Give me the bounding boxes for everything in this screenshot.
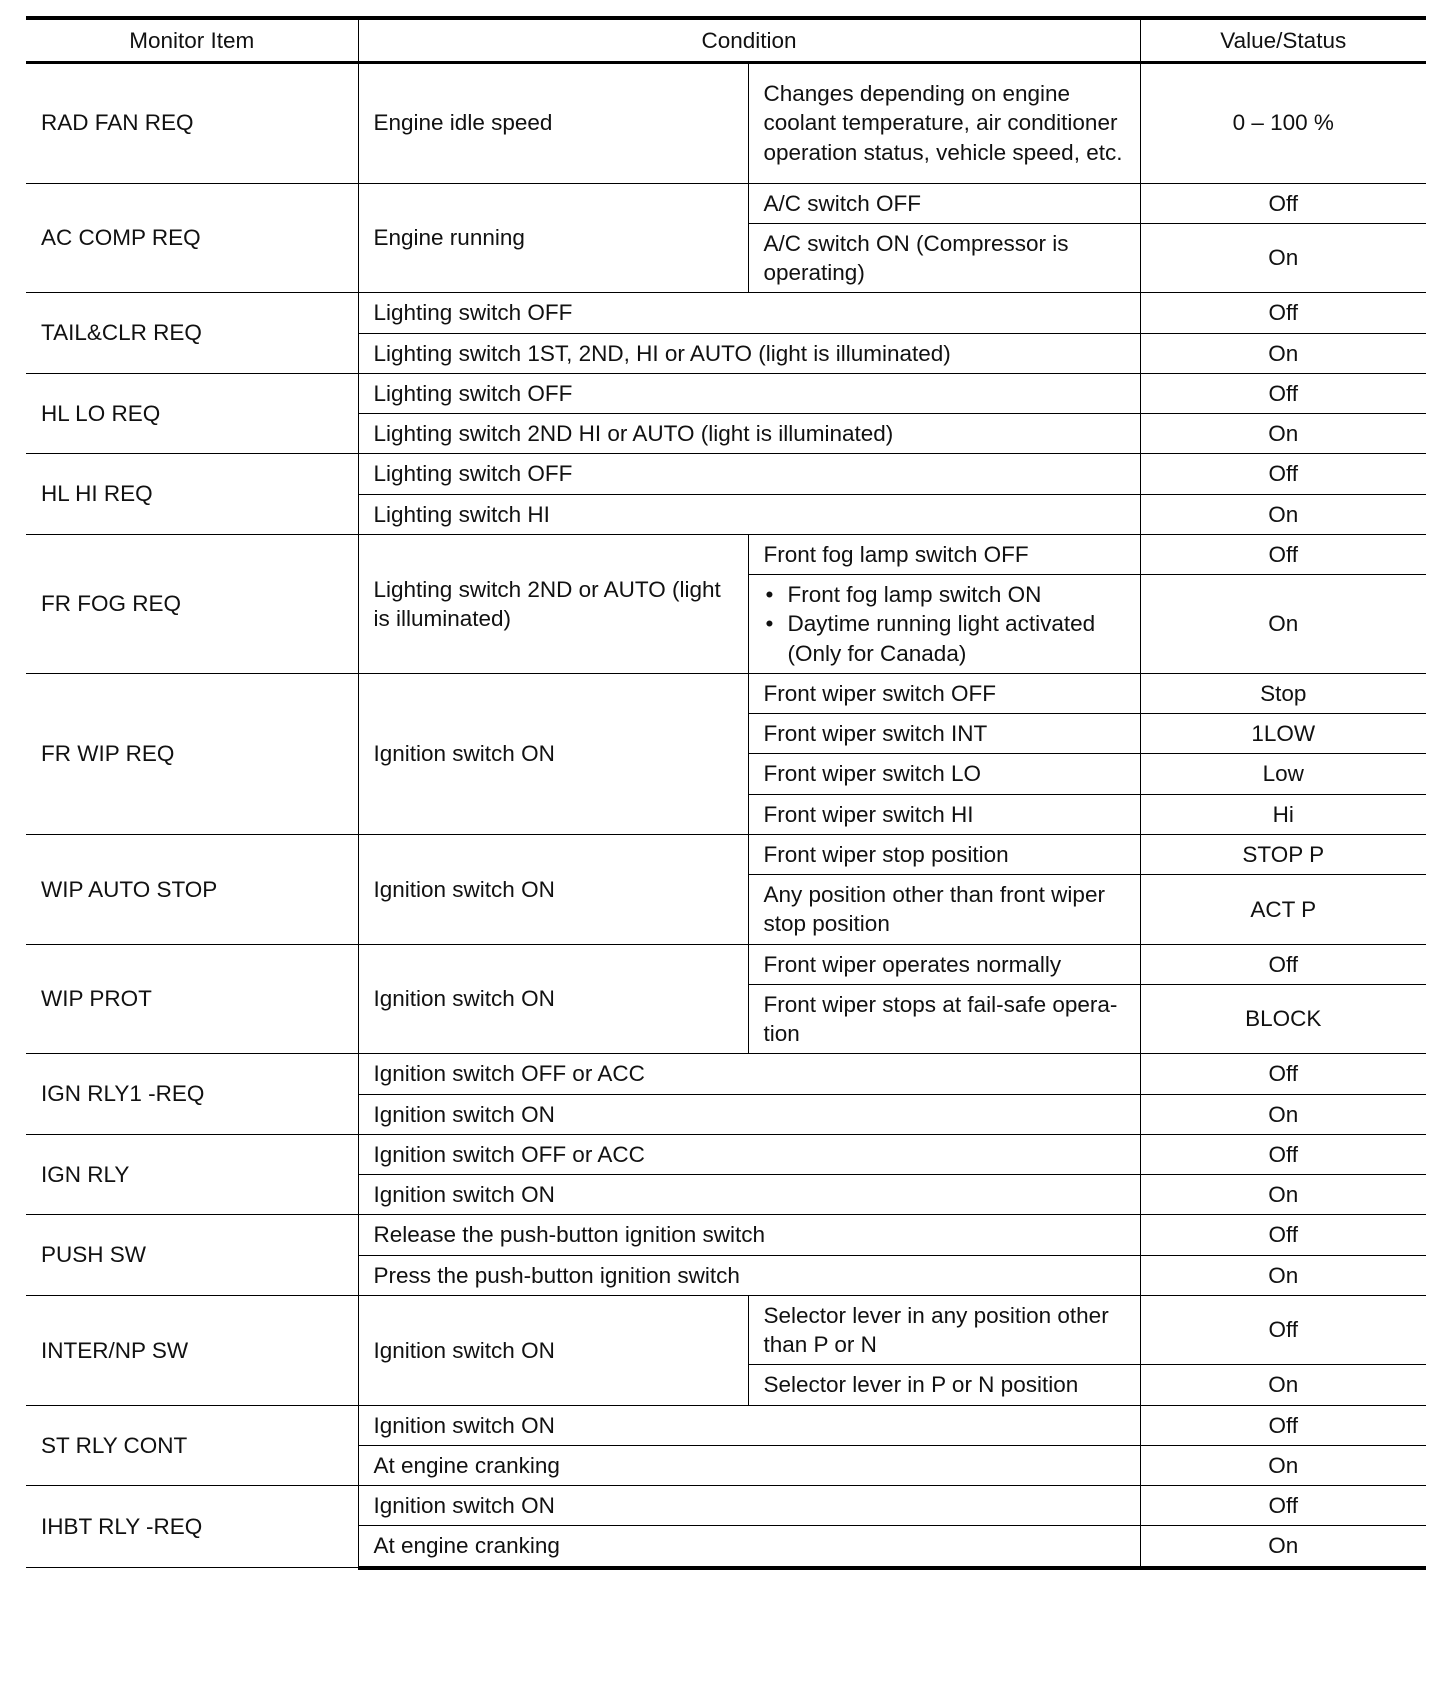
sub-condition-cell	[748, 575, 1140, 674]
sub-condition-cell: Front wiper switch LO	[748, 754, 1140, 794]
header-value-status: Value/Status	[1140, 18, 1426, 62]
condition-cell: Ignition switch ON	[358, 673, 748, 834]
condition-cell: Ignition switch ON	[358, 1295, 748, 1405]
condition-cell: Lighting switch 2ND HI or AUTO (light is illuminated)	[358, 414, 1140, 454]
value-cell: Off	[1140, 454, 1426, 494]
spec-page	[26, 16, 1426, 1570]
sub-condition-cell: Selector lever in P or N position	[748, 1365, 1140, 1405]
table-row	[26, 183, 1426, 223]
monitor-item-cell: IGN RLY	[26, 1134, 358, 1215]
table-row	[26, 373, 1426, 413]
value-cell: On	[1140, 1255, 1426, 1295]
sub-condition-cell: Front wiper stops at fail-safe opera-tion	[748, 984, 1140, 1054]
condition-cell: Ignition switch ON	[358, 834, 748, 944]
value-cell: On	[1140, 1365, 1426, 1405]
value-cell: Off	[1140, 1405, 1426, 1445]
header-monitor-item: Monitor Item	[26, 18, 358, 62]
monitor-item-cell: FR WIP REQ	[26, 673, 358, 834]
table-row	[26, 1054, 1426, 1094]
condition-cell: Ignition switch OFF or ACC	[358, 1054, 1140, 1094]
value-cell: On	[1140, 1445, 1426, 1485]
value-cell: Off	[1140, 1054, 1426, 1094]
monitor-item-cell: AC COMP REQ	[26, 183, 358, 293]
value-cell: 0 – 100 %	[1140, 62, 1426, 183]
condition-cell: Lighting switch 1ST, 2ND, HI or AUTO (light is illuminated)	[358, 333, 1140, 373]
value-cell: On	[1140, 333, 1426, 373]
monitor-item-table	[26, 16, 1426, 1570]
condition-cell: At engine cranking	[358, 1445, 1140, 1485]
header-condition: Condition	[358, 18, 1140, 62]
value-cell: On	[1140, 494, 1426, 534]
monitor-item-cell: HL HI REQ	[26, 454, 358, 535]
monitor-item-cell: ST RLY CONT	[26, 1405, 358, 1486]
monitor-item-cell: TAIL&CLR REQ	[26, 293, 358, 374]
value-cell: Low	[1140, 754, 1426, 794]
value-cell: STOP P	[1140, 834, 1426, 874]
sub-condition-cell: Any position other than front wiper stop position	[748, 875, 1140, 945]
table-row	[26, 62, 1426, 183]
sub-condition-cell: Selector lever in any position other than P or N	[748, 1295, 1140, 1365]
bullet-list	[764, 580, 1125, 668]
value-cell: Stop	[1140, 673, 1426, 713]
condition-cell: Ignition switch ON	[358, 1486, 1140, 1526]
condition-cell: Ignition switch ON	[358, 1175, 1140, 1215]
condition-cell: Engine running	[358, 183, 748, 293]
condition-cell: Lighting switch OFF	[358, 293, 1140, 333]
value-cell: Off	[1140, 183, 1426, 223]
table-row	[26, 1405, 1426, 1445]
value-cell: BLOCK	[1140, 984, 1426, 1054]
table-row	[26, 454, 1426, 494]
monitor-item-cell: PUSH SW	[26, 1215, 358, 1296]
value-cell: Off	[1140, 373, 1426, 413]
condition-cell: Release the push-button ignition switch	[358, 1215, 1140, 1255]
monitor-item-cell: HL LO REQ	[26, 373, 358, 454]
value-cell: On	[1140, 1094, 1426, 1134]
value-cell: On	[1140, 414, 1426, 454]
monitor-item-cell: RAD FAN REQ	[26, 62, 358, 183]
value-cell: Off	[1140, 1295, 1426, 1365]
condition-cell: Ignition switch ON	[358, 944, 748, 1054]
sub-condition-cell: Front wiper operates normally	[748, 944, 1140, 984]
value-cell: Off	[1140, 944, 1426, 984]
sub-condition-cell: A/C switch OFF	[748, 183, 1140, 223]
table-row	[26, 1134, 1426, 1174]
monitor-item-cell: IGN RLY1 -REQ	[26, 1054, 358, 1135]
value-cell: Off	[1140, 534, 1426, 574]
sub-condition-cell: Front fog lamp switch OFF	[748, 534, 1140, 574]
value-cell: 1LOW	[1140, 714, 1426, 754]
sub-condition-cell: Front wiper switch INT	[748, 714, 1140, 754]
condition-cell: At engine cranking	[358, 1526, 1140, 1568]
condition-cell: Ignition switch OFF or ACC	[358, 1134, 1140, 1174]
value-cell: Off	[1140, 293, 1426, 333]
value-cell: On	[1140, 575, 1426, 674]
sub-condition-cell: Front wiper stop position	[748, 834, 1140, 874]
table-row	[26, 1486, 1426, 1526]
value-cell: Off	[1140, 1134, 1426, 1174]
sub-condition-cell: A/C switch ON (Compressor is operating)	[748, 223, 1140, 293]
condition-cell: Lighting switch 2ND or AUTO (light is illuminated)	[358, 534, 748, 673]
table-row	[26, 1295, 1426, 1365]
sub-condition-cell: Changes depending on engine coolant temperature, air conditioner operation status, vehicle speed, etc.	[748, 62, 1140, 183]
condition-cell: Press the push-button ignition switch	[358, 1255, 1140, 1295]
table-row	[26, 534, 1426, 574]
monitor-item-cell: IHBT RLY -REQ	[26, 1486, 358, 1568]
value-cell: On	[1140, 1526, 1426, 1568]
sub-condition-cell: Front wiper switch HI	[748, 794, 1140, 834]
condition-cell: Lighting switch HI	[358, 494, 1140, 534]
condition-cell: Ignition switch ON	[358, 1405, 1140, 1445]
sub-condition-cell: Front wiper switch OFF	[748, 673, 1140, 713]
bullet-item: • Front fog lamp switch ON	[764, 580, 1125, 609]
condition-cell: Ignition switch ON	[358, 1094, 1140, 1134]
value-cell: ACT P	[1140, 875, 1426, 945]
value-cell: Off	[1140, 1486, 1426, 1526]
value-cell: On	[1140, 1175, 1426, 1215]
monitor-item-cell: FR FOG REQ	[26, 534, 358, 673]
monitor-item-cell: INTER/NP SW	[26, 1295, 358, 1405]
table-row	[26, 1215, 1426, 1255]
condition-cell: Engine idle speed	[358, 62, 748, 183]
monitor-item-cell: WIP PROT	[26, 944, 358, 1054]
monitor-item-cell: WIP AUTO STOP	[26, 834, 358, 944]
table-row	[26, 944, 1426, 984]
table-row	[26, 293, 1426, 333]
condition-cell: Lighting switch OFF	[358, 373, 1140, 413]
table-header-row	[26, 18, 1426, 62]
table-row	[26, 834, 1426, 874]
value-cell: On	[1140, 223, 1426, 293]
value-cell: Off	[1140, 1215, 1426, 1255]
value-cell: Hi	[1140, 794, 1426, 834]
condition-cell: Lighting switch OFF	[358, 454, 1140, 494]
bullet-item: • Daytime running light activated (Only for Canada)	[764, 609, 1125, 668]
table-row	[26, 673, 1426, 713]
